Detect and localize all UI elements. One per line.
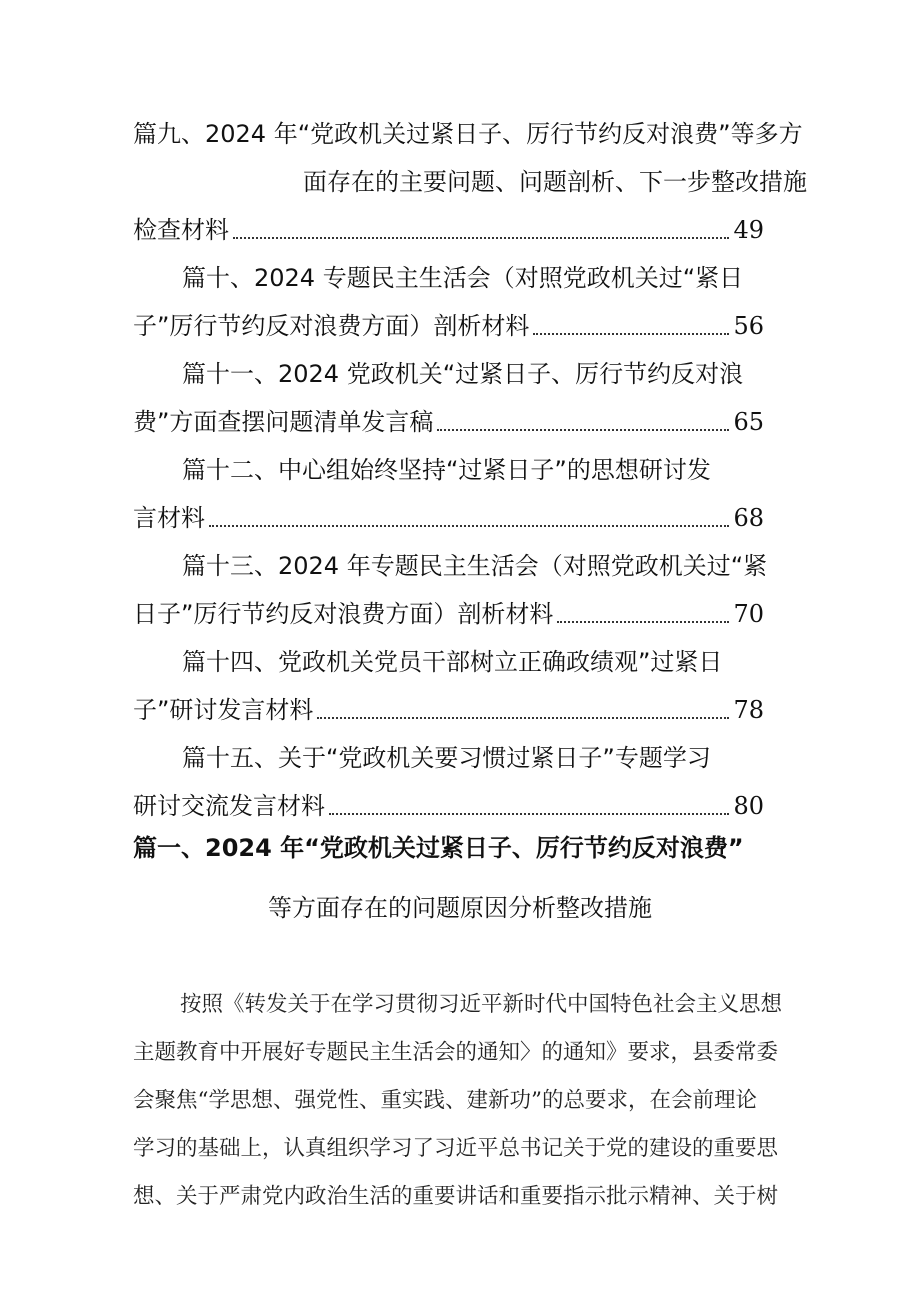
section-heading-line-1: 篇一、2024 年“党政机关过紧日子、厉行节约反对浪费” — [133, 834, 744, 862]
dot-leader — [329, 812, 729, 815]
toc-page-number: 78 — [733, 696, 764, 724]
toc-entry-title: 检查材料 — [133, 216, 229, 244]
body-line-3: 会聚焦“学思想、强党性、重实践、建新功”的总要求，在会前理论 — [133, 1088, 757, 1113]
toc-entry-9-line-2[interactable]: 面存在的主要问题、问题剖析、下一步整改措施 — [303, 168, 807, 196]
toc-entry-12-last-line[interactable] — [133, 501, 764, 535]
toc-entry-14-line-1[interactable]: 篇十四、党政机关党员干部树立正确政绩观”过紧日 — [182, 648, 723, 676]
toc-entry-9-last-line[interactable] — [133, 213, 764, 247]
toc-entry-11-last-line[interactable] — [133, 405, 764, 439]
toc-entry-14-last-line[interactable] — [133, 693, 764, 727]
dot-leader — [233, 236, 729, 239]
toc-entry-10-last-line[interactable] — [133, 309, 764, 343]
toc-entry-11-line-1[interactable]: 篇十一、2024 党政机关“过紧日子、厉行节约反对浪 — [182, 360, 744, 388]
toc-entry-15-line-1[interactable]: 篇十五、关于“党政机关要习惯过紧日子”专题学习 — [182, 744, 711, 772]
body-line-1: 按照《转发关于在学习贯彻习近平新时代中国特色社会主义思想 — [180, 992, 783, 1017]
toc-entry-title: 子”厉行节约反对浪费方面）剖析材料 — [133, 312, 530, 340]
toc-entry-10-line-1[interactable]: 篇十、2024 专题民主生活会（对照党政机关过“紧日 — [182, 264, 744, 292]
toc-entry-12-line-1[interactable]: 篇十二、中心组始终坚持“过紧日子”的思想研讨发 — [182, 456, 711, 484]
toc-page-number: 80 — [733, 792, 764, 820]
toc-entry-title: 言材料 — [133, 504, 205, 532]
toc-page-number: 68 — [733, 504, 764, 532]
toc-entry-13-line-1[interactable]: 篇十三、2024 年专题民主生活会（对照党政机关过“紧 — [182, 552, 768, 580]
dot-leader — [533, 332, 729, 335]
toc-entry-title: 日子”厉行节约反对浪费方面）剖析材料 — [133, 600, 554, 628]
toc-entry-13-last-line[interactable] — [133, 597, 764, 631]
toc-entry-title: 子”研讨发言材料 — [133, 696, 314, 724]
dot-leader — [557, 620, 729, 623]
toc-entry-title: 研讨交流发言材料 — [133, 792, 325, 820]
body-line-4: 学习的基础上，认真组织学习了习近平总书记关于党的建设的重要思 — [133, 1136, 779, 1161]
body-line-5: 想、关于严肃党内政治生活的重要讲话和重要指示批示精神、关于树 — [133, 1184, 779, 1209]
toc-entry-title: 费”方面查摆问题清单发言稿 — [133, 408, 434, 436]
body-line-2: 主题教育中开展好专题民主生活会的通知〉的通知》要求，县委常委 — [133, 1040, 779, 1065]
toc-page-number: 56 — [733, 312, 764, 340]
section-heading-line-2: 等方面存在的问题原因分析整改措施 — [268, 894, 652, 922]
dot-leader — [437, 428, 729, 431]
dot-leader — [209, 524, 729, 527]
toc-page-number: 70 — [733, 600, 764, 628]
toc-page-number: 65 — [733, 408, 764, 436]
toc-entry-15-last-line[interactable] — [133, 789, 764, 823]
dot-leader — [317, 716, 729, 719]
toc-entry-9-line-1[interactable]: 篇九、2024 年“党政机关过紧日子、厉行节约反对浪费”等多方 — [133, 120, 803, 148]
toc-page-number: 49 — [733, 216, 764, 244]
